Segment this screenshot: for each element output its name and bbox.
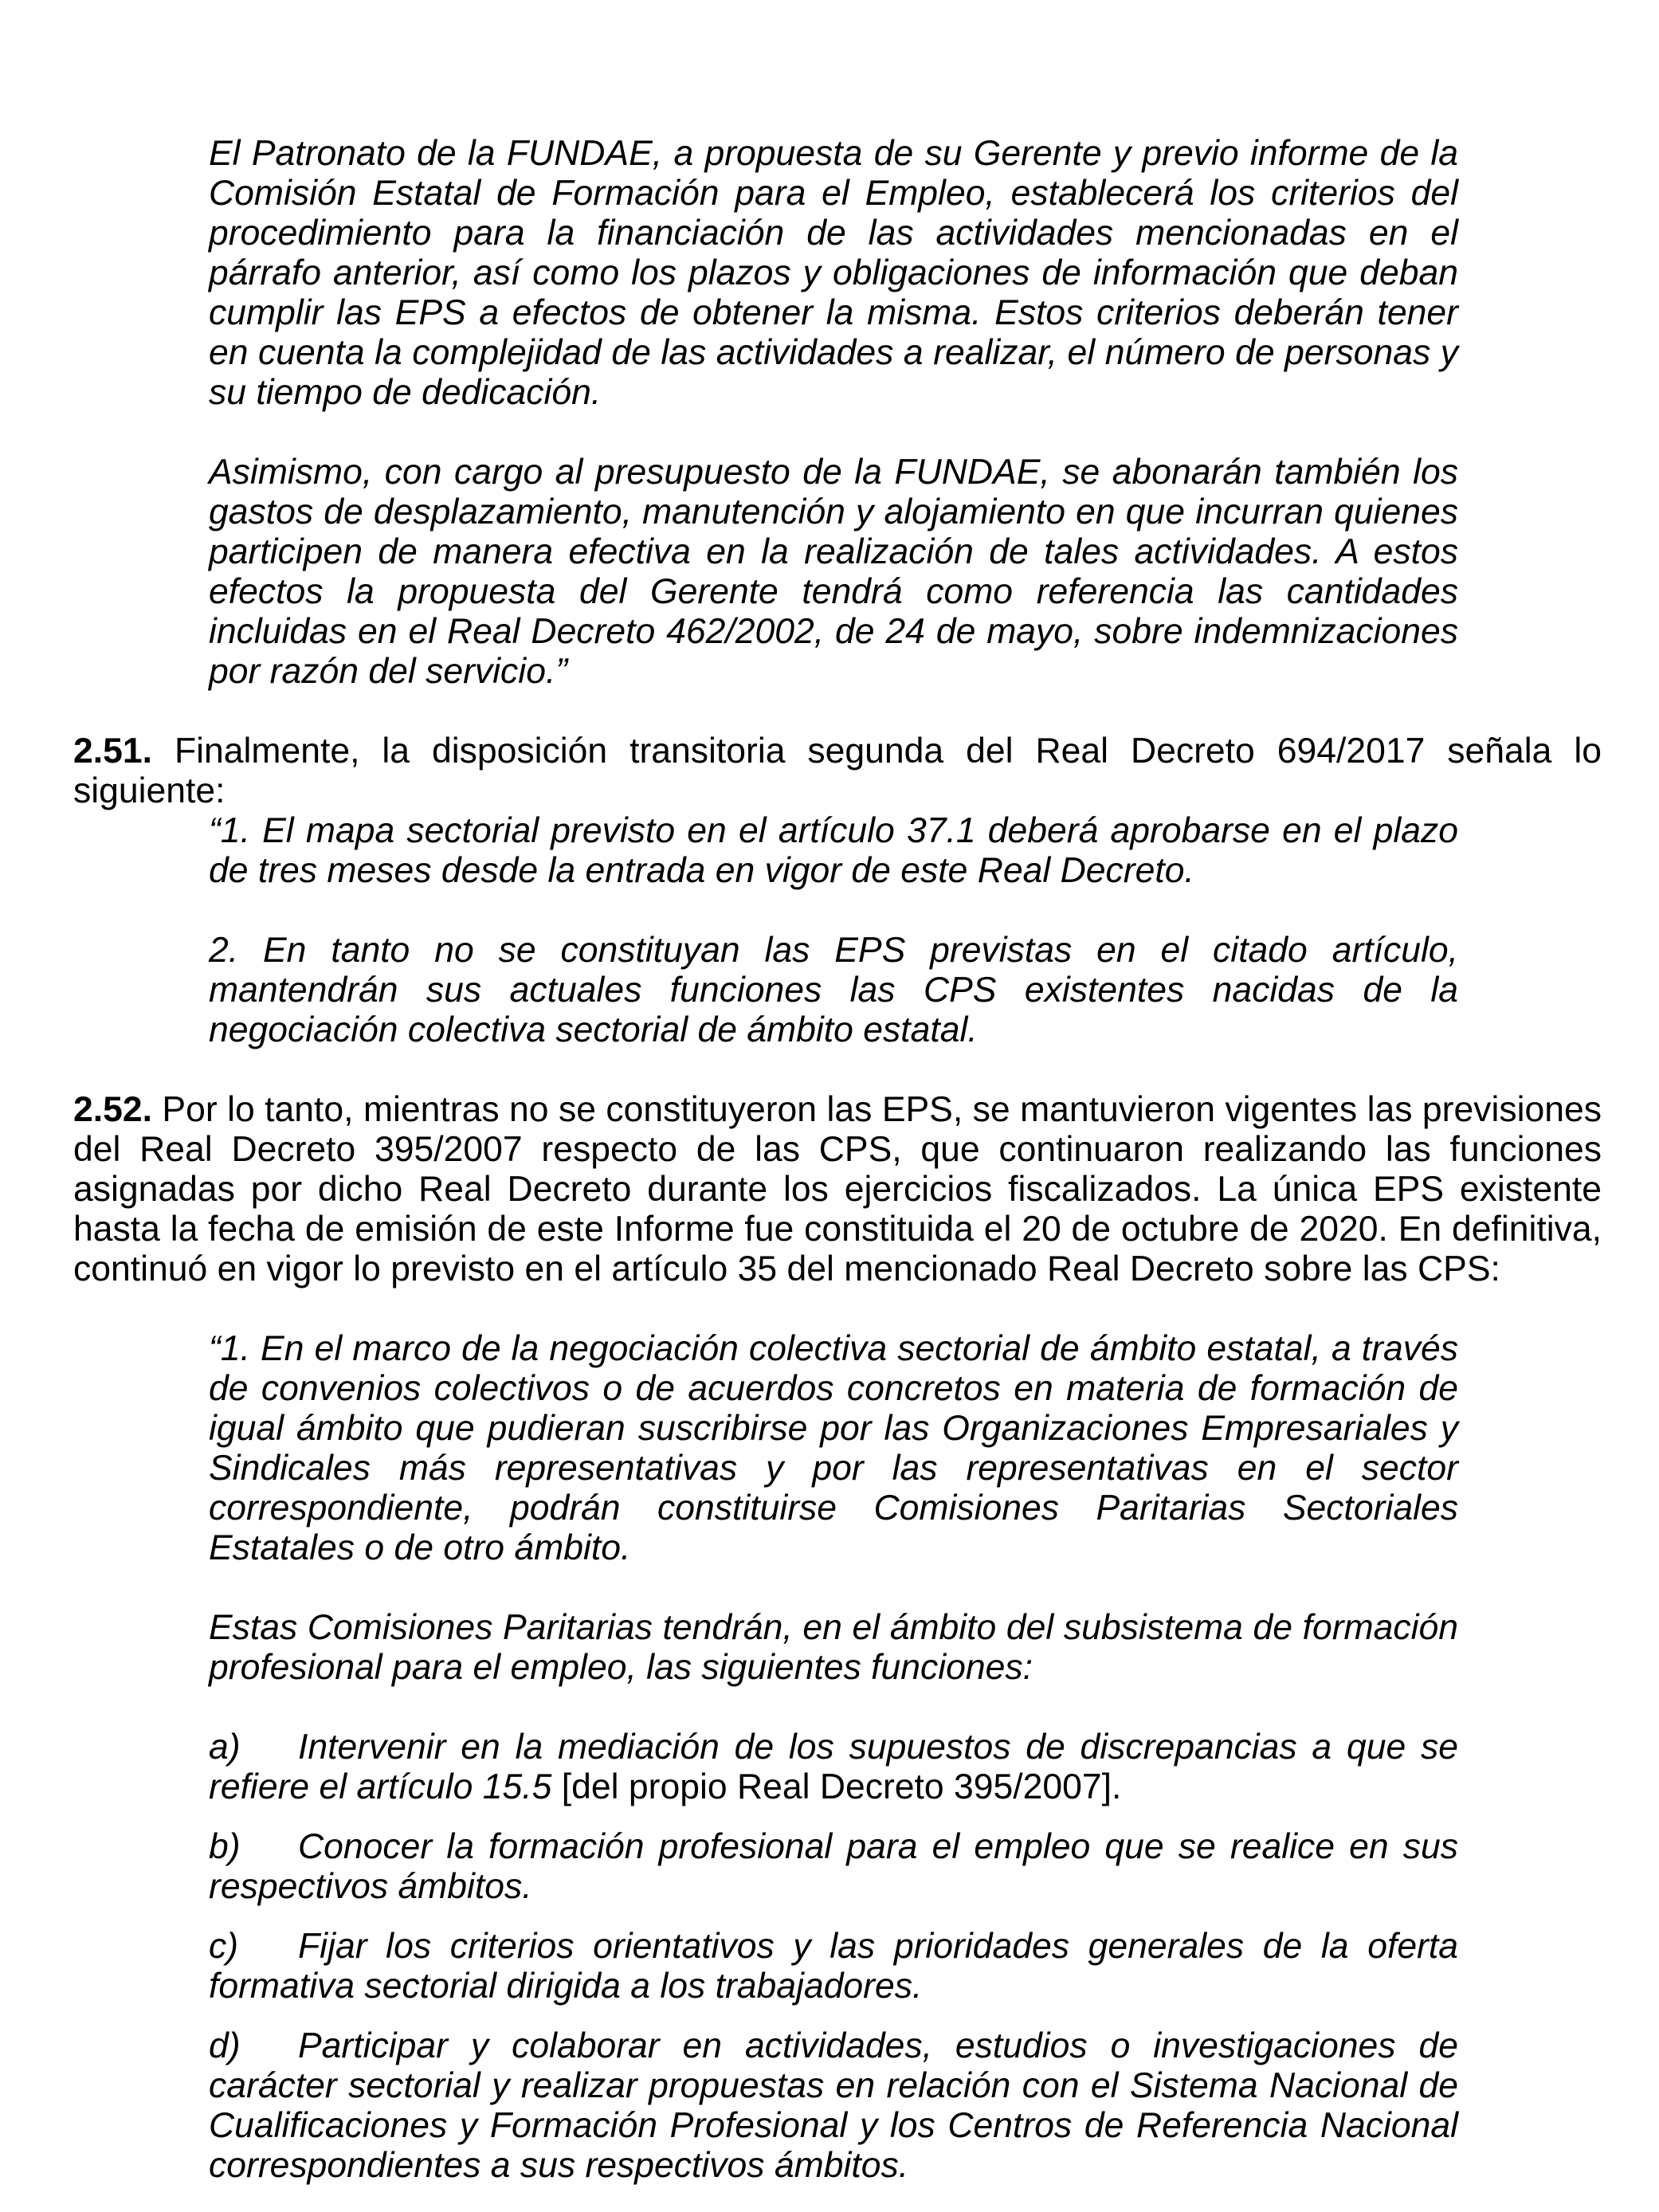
list-item-letter: b) <box>209 1827 241 1866</box>
list-item-c <box>209 1927 1458 2006</box>
quote1-paragraph1: El Patronato de la FUNDAE, a propuesta de su Gerente y previo informe de la Comisión Estatal de Formación para el Empleo, establecerá los criterios del procedimiento para la financiación de las actividades mencionadas en el párrafo anterior, así como los plazos y obligaciones de información que deban cumplir las EPS a efectos de obtener la misma. Estos criterios deberán tener en cuenta la complejidad de las actividades a realizar, el número de personas y su tiempo de dedicación. <box>209 134 1458 412</box>
list-item-letter: a) <box>209 1728 241 1767</box>
paragraph-number: 2.51. <box>73 731 152 771</box>
paragraph-2-51 <box>73 731 1602 811</box>
list-item-b <box>209 1827 1458 1907</box>
list-item-text: Intervenir en la mediación de los supuestos de discrepancias a que se refiere el artículo 15.5 <box>209 1728 1458 1806</box>
list-item-text: Conocer la formación profesional para el empleo que se realice en sus respectivos ámbitos. <box>209 1827 1458 1906</box>
quote2-paragraph2: 2. En tanto no se constituyan las EPS previstas en el citado artículo, mantendrán sus actuales funciones las CPS existentes nacidas de la negociación colectiva sectorial de ámbito estatal. <box>209 931 1458 1049</box>
quote2-paragraph1: “1. El mapa sectorial previsto en el artículo 37.1 deberá aprobarse en el plazo de tres meses desde la entrada en vigor de este Real Decreto. <box>209 811 1458 890</box>
list-item-text: Fijar los criterios orientativos y las prioridades generales de la oferta formativa sectorial dirigida a los trabajadores. <box>209 1927 1458 2006</box>
list-item-a <box>209 1728 1458 1807</box>
paragraph-text: Por lo tanto, mientras no se constituyeron las EPS, se mantuvieron vigentes las previsiones del Real Decreto 395/2007 respecto de las CPS, que continuaron realizando las funciones asignadas por dicho Real Decreto durante los ejercicios fiscalizados. La única EPS existente hasta la fecha de emisión de este Informe fue constituida el 20 de octubre de 2020. En definitiva, continuó en vigor lo previsto en el artículo 35 del mencionado Real Decreto sobre las CPS: <box>73 1090 1602 1288</box>
quote3-paragraph1: “1. En el marco de la negociación colectiva sectorial de ámbito estatal, a través de convenios colectivos o de acuerdos concretos en materia de formación de igual ámbito que pudieran suscribirse por las Organizaciones Empresariales y Sindicales más representativas y por las representativas en el sector correspondiente, podrán constituirse Comisiones Paritarias Sectoriales Estatales o de otro ámbito. <box>209 1329 1458 1567</box>
paragraph-number: 2.52. <box>73 1090 152 1129</box>
list-item-letter: d) <box>209 2026 241 2065</box>
list-item-d <box>209 2026 1458 2186</box>
quote1-paragraph2: Asimismo, con cargo al presupuesto de la FUNDAE, se abonarán también los gastos de desplazamiento, manutención y alojamiento en que incurran quienes participen de manera efectiva en la realización de tales actividades. A estos efectos la propuesta del Gerente tendrá como referencia las cantidades incluidas en el Real Decreto 462/2002, de 24 de mayo, sobre indemnizaciones por razón del servicio.” <box>209 453 1458 691</box>
paragraph-text: Finalmente, la disposición transitoria segunda del Real Decreto 694/2017 señala lo siguiente: <box>73 731 1602 810</box>
quote3-paragraph2: Estas Comisiones Paritarias tendrán, en el ámbito del subsistema de formación profesional para el empleo, las siguientes funciones: <box>209 1608 1458 1687</box>
list-item-note: [del propio Real Decreto 395/2007]. <box>551 1767 1122 1806</box>
paragraph-2-52 <box>73 1090 1602 1289</box>
list-item-text: Participar y colaborar en actividades, estudios o investigaciones de carácter sectorial y realizar propuestas en relación con el Sistema Nacional de Cualificaciones y Formación Profesional y los Centros de Referencia Nacional correspondientes a sus respectivos ámbitos. <box>209 2026 1458 2185</box>
list-item-letter: c) <box>209 1927 239 1966</box>
